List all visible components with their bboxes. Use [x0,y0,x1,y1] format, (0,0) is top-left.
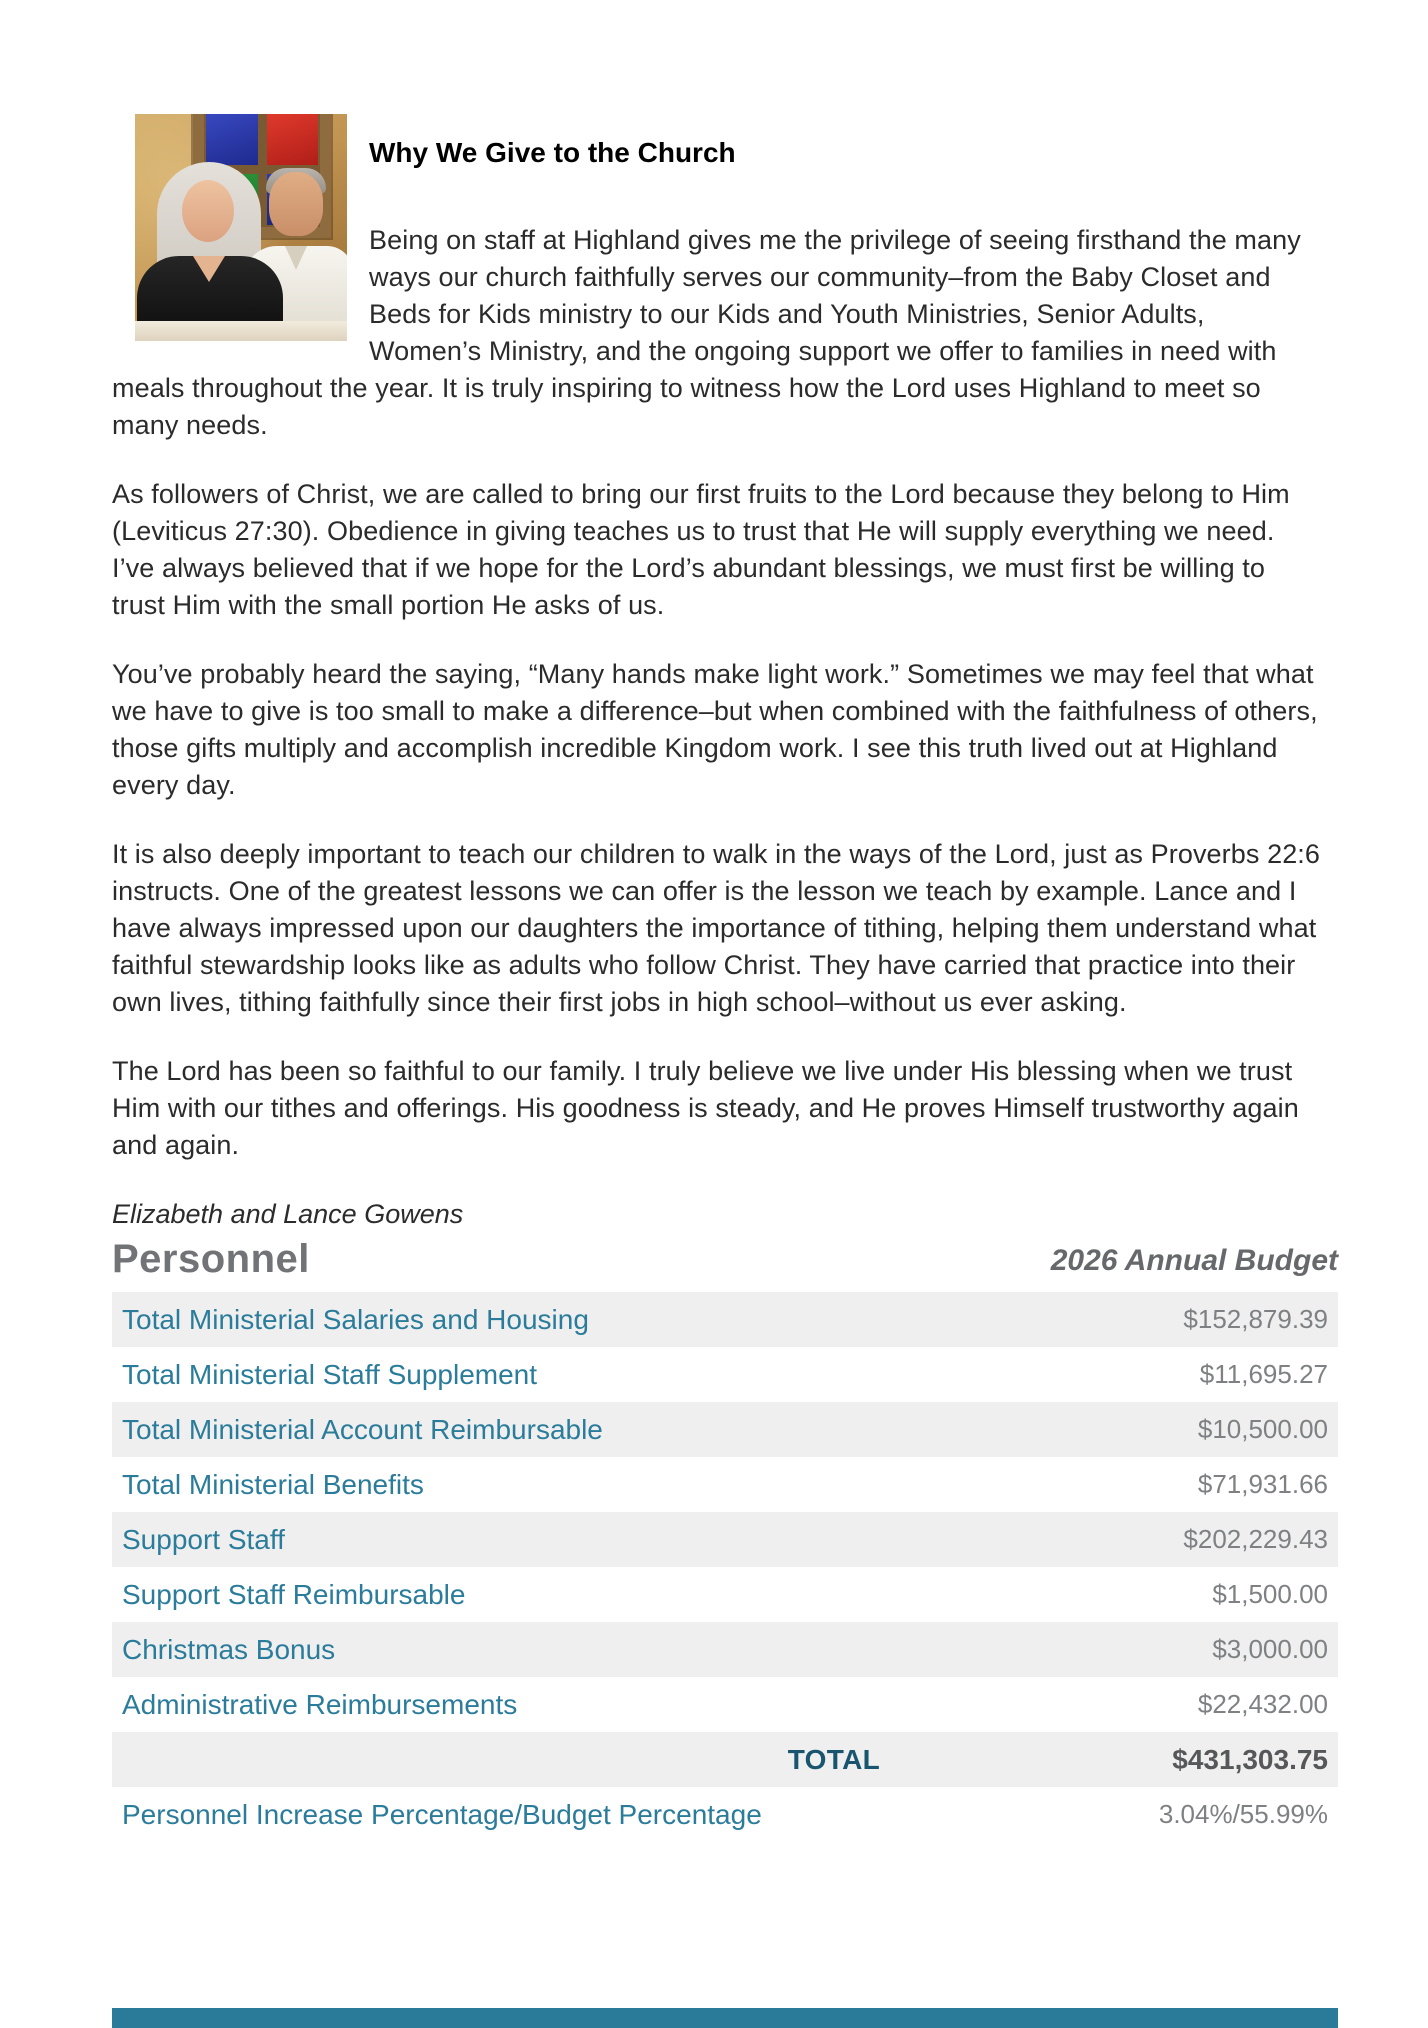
paragraph-3: You’ve probably heard the saying, “Many hands make light work.” Sometimes we may feel that what we have to give is too small to make a difference–but when combined with the faithfulness of others, those gifts multiply and accomplish incredible Kingdom work. I see this truth lived out at Highland every day. [112,659,1318,800]
table-row [112,1512,1338,1567]
signature: Elizabeth and Lance Gowens [112,1199,464,1229]
next-section-header-bar [112,2008,1338,2028]
row-label: Support Staff [122,1523,285,1555]
total-value: $431,303.75 [1172,1743,1328,1775]
section-title: Personnel [112,1237,310,1281]
row-value: $3,000.00 [1212,1634,1328,1664]
row-label: Total Ministerial Salaries and Housing [122,1303,589,1335]
budget-section-header [112,1237,1338,1282]
row-value: $71,931.66 [1197,1469,1328,1499]
row-value: $152,879.39 [1183,1304,1328,1334]
glass-pane-red [267,114,319,165]
row-label: Total Ministerial Staff Supplement [122,1358,538,1390]
row-value: 3.04%/55.99% [1158,1799,1328,1829]
percentage-row [112,1787,1338,1842]
table-row [112,1677,1338,1732]
total-row [112,1732,1338,1787]
table-row [112,1347,1338,1402]
glass-pane-blue [206,114,258,165]
table-row [112,1622,1338,1677]
couple-photo [135,114,347,341]
budget-table [112,1292,1338,1842]
row-label: Administrative Reimbursements [122,1688,518,1720]
row-label: Personnel Increase Percentage/Budget Percentage [122,1798,762,1830]
row-value: $22,432.00 [1197,1689,1328,1719]
article-body [112,222,1338,1164]
row-label: Christmas Bonus [122,1633,336,1665]
row-label: Support Staff Reimbursable [122,1578,466,1610]
table-edge [135,321,347,341]
table-row [112,1402,1338,1457]
article-title: Why We Give to the Church [369,137,736,168]
row-value: $11,695.27 [1199,1359,1328,1389]
row-value: $10,500.00 [1197,1414,1328,1444]
woman-vneck [193,256,225,282]
woman-face [182,180,234,242]
table-row [112,1567,1338,1622]
table-row [112,1457,1338,1512]
row-label: Total Ministerial Account Reimbursable [122,1413,603,1445]
row-value: $202,229.43 [1183,1524,1328,1554]
man-face [269,172,323,236]
table-row [112,1292,1338,1347]
row-label: Total Ministerial Benefits [122,1468,424,1500]
row-value: $1,500.00 [1212,1579,1328,1609]
paragraph-4: It is also deeply important to teach our children to walk in the ways of the Lord, just as Proverbs 22:6 instructs. One of the greatest lessons we can offer is the lesson we teach by example. Lance and I have always impressed upon our daughters the importance of tithing, helping them understand what faithful stewardship looks like as adults who follow Christ. They have carried that practice into their own lives, tithing faithfully since their first jobs in high school–without us ever asking. [112,839,1321,1017]
total-label: TOTAL [787,1743,880,1775]
paragraph-2: As followers of Christ, we are called to bring our first fruits to the Lord because they belong to Him (Leviticus 27:30). Obedience in giving teaches us to trust that He will supply everything we need. I’ve always believed that if we hope for the Lord’s abundant blessings, we must first be willing to trust Him with the small portion He asks of us. [112,479,1290,620]
paragraph-5: The Lord has been so faithful to our family. I truly believe we live under His blessing when we trust Him with our tithes and offerings. His goodness is steady, and He proves Himself trustworthy again and again. [112,1056,1299,1160]
paragraph-1: Being on staff at Highland gives me the privilege of seeing firsthand the many ways our church faithfully serves our community–from the Baby Closet and Beds for Kids ministry to our Kids and Youth Ministries, Senior Adults, Women’s Ministry, and the ongoing support we offer to families in need with meals throughout the year. It is truly inspiring to witness how the Lord uses Highland to meet so many needs. [112,225,1301,440]
budget-column-header: 2026 Annual Budget [1050,1244,1338,1277]
